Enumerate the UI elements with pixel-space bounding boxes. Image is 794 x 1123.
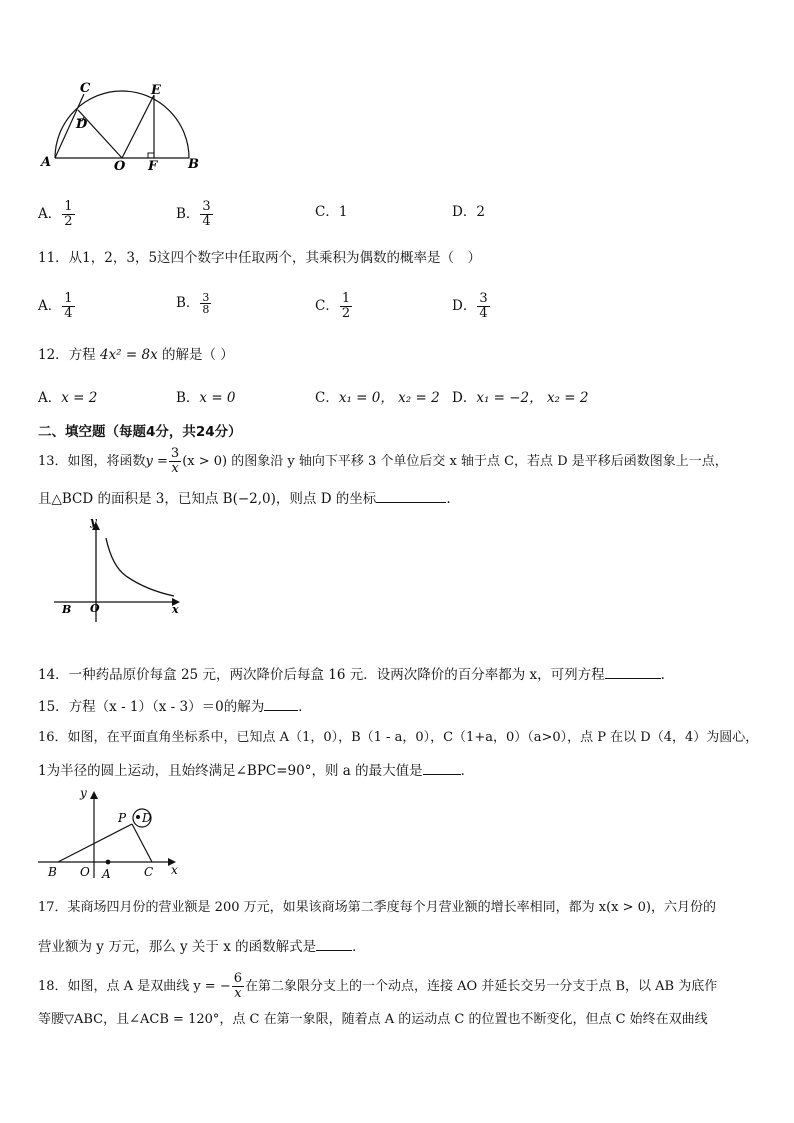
- fig16-x-label: x: [171, 863, 178, 877]
- fig13-y-label: y: [90, 516, 97, 528]
- fig16-y-label: y: [80, 786, 87, 800]
- q10-option-a[interactable]: A． $\frac{1}{2}$: [38, 199, 73, 229]
- q10-option-d[interactable]: D．2: [452, 204, 485, 220]
- q11-option-a[interactable]: A． $\frac{1}{4}$: [38, 291, 73, 321]
- q18-line1: 18．如图，点 A 是双曲线 y = − $\frac{6}{x}$ 在第二象限分支上的一个动点，连接 AO 并延长交另一分支于点 B，以 AB 为底作: [38, 971, 718, 1001]
- figure-q13-graph: [46, 516, 196, 624]
- q13-line2: 且△BCD 的面积是 3，已知点 B(−2,0)，则点 D 的坐标 .: [38, 488, 451, 509]
- section-heading-fill-in: 二、填空题（每题4分，共24分）: [38, 424, 242, 440]
- q12-option-a[interactable]: A．x = 2: [38, 390, 98, 406]
- q17-line1: 17．某商场四月份的营业额是 200 万元，如果该商场第二季度每个月营业额的增长率相同，都为 x(x > 0)，六月份的: [38, 900, 716, 915]
- label-d: D: [76, 117, 88, 132]
- q15-stem: 15．方程（x - 1）（x - 3）＝0的解为 ．: [38, 696, 312, 717]
- q18-line2: 等腰▽ABC，且∠ACB = 120°，点 C 在第一象限，随着点 A 的运动点 C 的位置也不断变化，但点 C 始终在双曲线: [38, 1012, 708, 1027]
- fig16-p-label: P: [118, 811, 127, 825]
- q13-line1: 13．如图，将函数y = $\frac{3}{x}$ (x > 0) 的图象沿 y 轴向下平移 3 个单位后交 x 轴于点 C，若点 D 是平移后函数图象上一点，: [38, 446, 728, 476]
- fig13-x-label: x: [172, 603, 179, 616]
- fig16-c-label: C: [144, 865, 154, 879]
- q14-stem: 14．一种药品原价每盒 25 元，两次降价后每盒 16 元．设两次降价的百分率都为 x，可列方程 .: [38, 664, 665, 685]
- q11-option-d[interactable]: D． $\frac{3}{4}$: [452, 291, 488, 321]
- figure-q16-graph: [38, 786, 188, 882]
- figure-q10-semicircle: [38, 78, 208, 178]
- q11-option-c[interactable]: C． $\frac{1}{2}$: [315, 291, 351, 321]
- q10-option-b[interactable]: B． $\frac{3}{4}$: [176, 199, 211, 229]
- label-c: C: [80, 81, 91, 96]
- label-e: E: [151, 83, 161, 98]
- fig13-o-label: O: [90, 602, 100, 615]
- fig16-o-label: O: [80, 865, 90, 879]
- fig16-d-label: D: [142, 811, 152, 825]
- q12-stem: 12．方程 4x² = 8x 的解是（ ）: [38, 347, 234, 363]
- q14-answer-blank[interactable]: [605, 664, 661, 679]
- fig16-a-label: A: [102, 867, 111, 881]
- q10-option-c[interactable]: C．1: [315, 204, 348, 220]
- q15-answer-blank[interactable]: [264, 696, 298, 711]
- q16-line2: 1为半径的圆上运动，且始终满足∠BPC=90°，则 a 的最大值是 ．: [38, 760, 474, 781]
- label-a: A: [41, 155, 52, 170]
- fig16-b-label: B: [48, 865, 57, 879]
- q16-line1: 16．如图，在平面直角坐标系中，已知点 A（1，0），B（1 - a，0），C（1+a，0）（a>0），点 P 在以 D（4，4）为圆心，: [38, 730, 759, 745]
- q11-stem: 11．从1，2，3，5这四个数字中任取两个，其乘积为偶数的概率是（ ）: [38, 250, 482, 266]
- q17-line2: 营业额为 y 万元，那么 y 关于 x 的函数解式是 ．: [38, 936, 366, 957]
- fig13-b-label: B: [62, 603, 72, 616]
- q12-option-d[interactable]: D．x₁ = −2， x₂ = 2: [452, 390, 589, 406]
- q13-answer-blank[interactable]: [376, 488, 446, 503]
- q16-answer-blank[interactable]: [423, 760, 461, 775]
- label-o: O: [114, 159, 126, 174]
- q17-answer-blank[interactable]: [316, 936, 352, 951]
- q12-option-b[interactable]: B．x = 0: [176, 390, 236, 406]
- label-b: B: [188, 157, 199, 172]
- label-f: F: [148, 159, 158, 174]
- q11-option-b[interactable]: B． $\frac{3}{8}$: [176, 291, 210, 316]
- q12-option-c[interactable]: C．x₁ = 0， x₂ = 2: [315, 390, 440, 406]
